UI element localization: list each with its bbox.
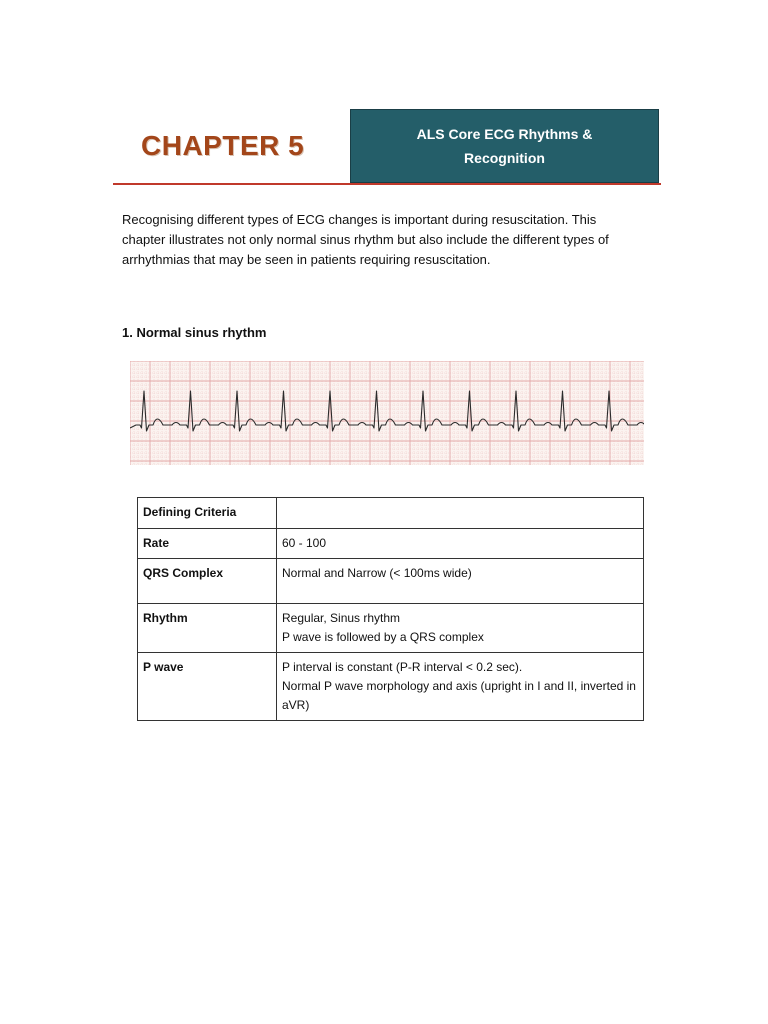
- criteria-label: P wave: [138, 653, 277, 721]
- criteria-row: [138, 604, 644, 653]
- criteria-label: Rhythm: [138, 604, 277, 653]
- criteria-value-line: Normal P wave morphology and axis (upright in I and II, inverted in aVR): [282, 679, 636, 712]
- criteria-label: QRS Complex: [138, 559, 277, 604]
- criteria-value-line: 60 - 100: [282, 536, 327, 550]
- chapter-topic-box: [350, 109, 659, 183]
- criteria-value: [277, 604, 644, 653]
- section-heading: 1. Normal sinus rhythm: [122, 325, 267, 340]
- header-divider: [113, 183, 661, 185]
- ecg-strip-image: [130, 361, 644, 465]
- criteria-row: [138, 529, 644, 559]
- criteria-value-line: P interval is constant (P-R interval < 0.2 sec).: [282, 660, 523, 674]
- criteria-value-line: Normal and Narrow (< 100ms wide): [282, 566, 472, 580]
- chapter-title: CHAPTER 5: [141, 130, 305, 161]
- criteria-table: [137, 497, 644, 721]
- criteria-row: [138, 559, 644, 604]
- criteria-label: Rate: [138, 529, 277, 559]
- criteria-value: [277, 559, 644, 604]
- chapter-topic-line2: Recognition: [464, 150, 545, 166]
- criteria-label: Defining Criteria: [138, 498, 277, 529]
- criteria-value: [277, 498, 644, 529]
- chapter-topic-line1: ALS Core ECG Rhythms &: [416, 126, 593, 142]
- criteria-value-line: Regular, Sinus rhythm: [282, 611, 401, 625]
- criteria-value: [277, 529, 644, 559]
- criteria-row: [138, 653, 644, 721]
- criteria-row: [138, 498, 644, 529]
- criteria-value: [277, 653, 644, 721]
- criteria-value-line: P wave is followed by a QRS complex: [282, 630, 484, 644]
- intro-paragraph: Recognising different types of ECG changes is important during resuscitation. This chapter illustrates not only normal sinus rhythm but also include the different types of arrhythmias that may be seen in patients requiring resuscitation.: [122, 212, 609, 267]
